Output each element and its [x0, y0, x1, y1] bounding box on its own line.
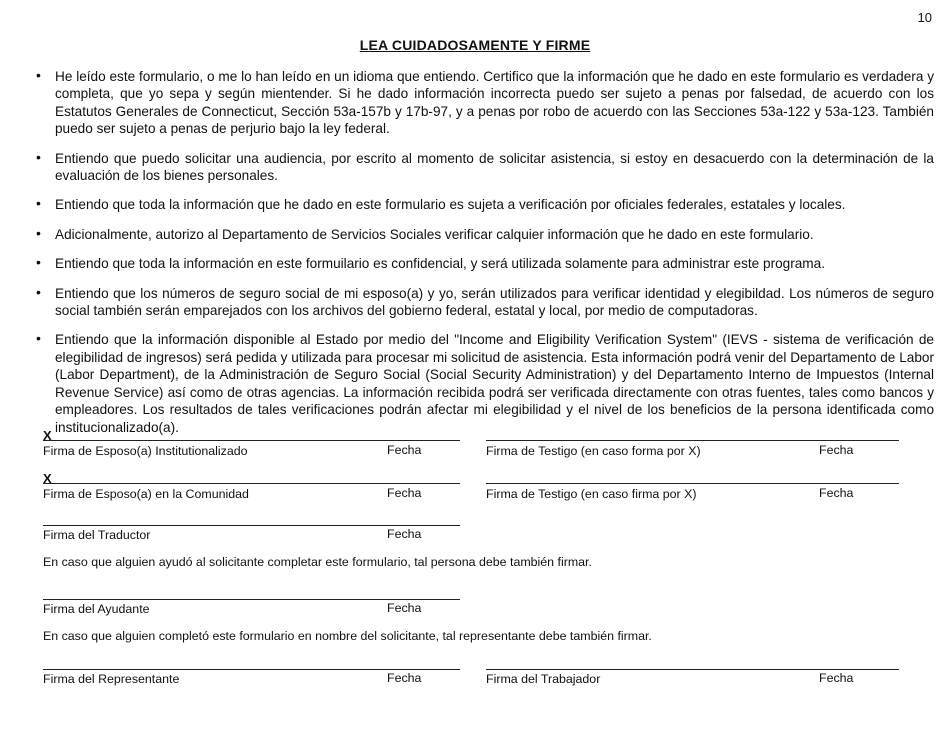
signature-label: Firma de Testigo (en caso firma por X) — [486, 487, 697, 501]
x-mark: X — [43, 428, 52, 443]
community-spouse-signature[interactable] — [43, 471, 460, 505]
signature-line — [486, 483, 899, 484]
date-label: Fecha — [819, 443, 854, 457]
date-label: Fecha — [387, 486, 422, 500]
statement-authorization: • Adicionalmente, autorizo al Departamento de Servicios Sociales verificar calquier información que he dado en este formulario. — [36, 226, 934, 243]
signature-label: Firma del Trabajador — [486, 672, 601, 686]
statement-social-security: • Entiendo que los números de seguro social de mi esposo(a) y yo, serán utilizados para verificar identidad y elegibildad. Los números de seguro social también serán emparejados con los archivos del gobierno federal, estatal y local, por medio de computadoras. — [36, 285, 934, 320]
page-title: LEA CUIDADOSAMENTE Y FIRME — [359, 37, 591, 53]
signature-line — [43, 669, 460, 670]
date-label: Fecha — [819, 486, 854, 500]
signature-label: Firma de Testigo (en caso forma por X) — [486, 444, 701, 458]
worker-signature[interactable] — [486, 658, 899, 688]
translator-signature[interactable] — [43, 514, 460, 544]
witness-signature-2[interactable] — [486, 471, 899, 505]
statement-hearing: • Entiendo que puedo solicitar una audiencia, por escrito al momento de solicitar asistencia, si estoy en desacuerdo con la determinación de la evaluación de los bienes personales. — [36, 150, 934, 185]
representative-note: En caso que alguien completó este formulario en nombre del solicitante, tal representante debe también firmar. — [43, 629, 652, 643]
certification-statements — [36, 68, 934, 448]
witness-signature-1[interactable] — [486, 428, 899, 462]
representative-signature[interactable] — [43, 658, 460, 688]
date-label: Fecha — [387, 671, 422, 685]
signature-line — [43, 440, 460, 441]
signature-line — [486, 440, 899, 441]
signature-line — [43, 599, 460, 600]
date-label: Fecha — [387, 601, 422, 615]
signature-label: Firma de Esposo(a) Institutionalizado — [43, 444, 248, 458]
helper-signature[interactable] — [43, 588, 460, 618]
statement-read-form: • He leído este formulario, o me lo han leído en un idioma que entiendo. Certifico que la información que he dado en este formulario es verdadera y completa, que yo sepa y según mientender. Si he dado información incorrecta puedo ser sujeto a penas por falsedad, de acuerdo con los Estatutos Generales de Connecticut, Sección 53a-157b y 17b-97, y a penas por robo de acuerdo con las Secciones 53a-122 y 53a-123. También puedo ser sujeto a penas de perjurio bajo la ley federal. — [36, 68, 934, 138]
institutionalized-spouse-signature[interactable] — [43, 428, 460, 462]
date-label: Fecha — [819, 671, 854, 685]
statement-verification: • Entiendo que toda la información que he dado en este formulario es sujeta a verificación por oficiales federales, estatales y locales. — [36, 196, 934, 213]
signature-line — [43, 483, 460, 484]
statement-ievs: • Entiendo que la información disponible al Estado por medio del "Income and Eligibility Verification System" (IEVS - sistema de verificación de elegibilidad de ingresos) será pedida y utilizada para procesar mi solicitud de asistencia. Esta información podrá venir del Departamento de Labor (Labor Department), de la Administración de Seguro Social (Social Security Administration) y del Departamento Interno de Impuestos (Internal Revenue Service) así como de otras agencias. La información recibida podrá ser verificada directamente con otras fuentes, tales como bancos y empleadores. Los resultados de tales verificaciones podrán afectar mi elegibilidad y el nivel de los beneficios de la persona identificada como institucionalizado(a). — [36, 331, 934, 435]
date-label: Fecha — [387, 443, 422, 457]
signature-line — [43, 525, 460, 526]
signature-label: Firma del Traductor — [43, 528, 151, 542]
signature-label: Firma del Ayudante — [43, 602, 150, 616]
signature-line — [486, 669, 899, 670]
page-number: 10 — [917, 10, 932, 25]
x-mark: X — [43, 471, 52, 486]
statement-confidential: • Entiendo que toda la información en este formuilario es confidencial, y será utilizada solamente para administrar este programa. — [36, 255, 934, 272]
helper-note: En caso que alguien ayudó al solicitante completar este formulario, tal persona debe también firmar. — [43, 555, 592, 569]
signature-label: Firma del Representante — [43, 672, 180, 686]
signature-label: Firma de Esposo(a) en la Comunidad — [43, 487, 249, 501]
date-label: Fecha — [387, 527, 422, 541]
